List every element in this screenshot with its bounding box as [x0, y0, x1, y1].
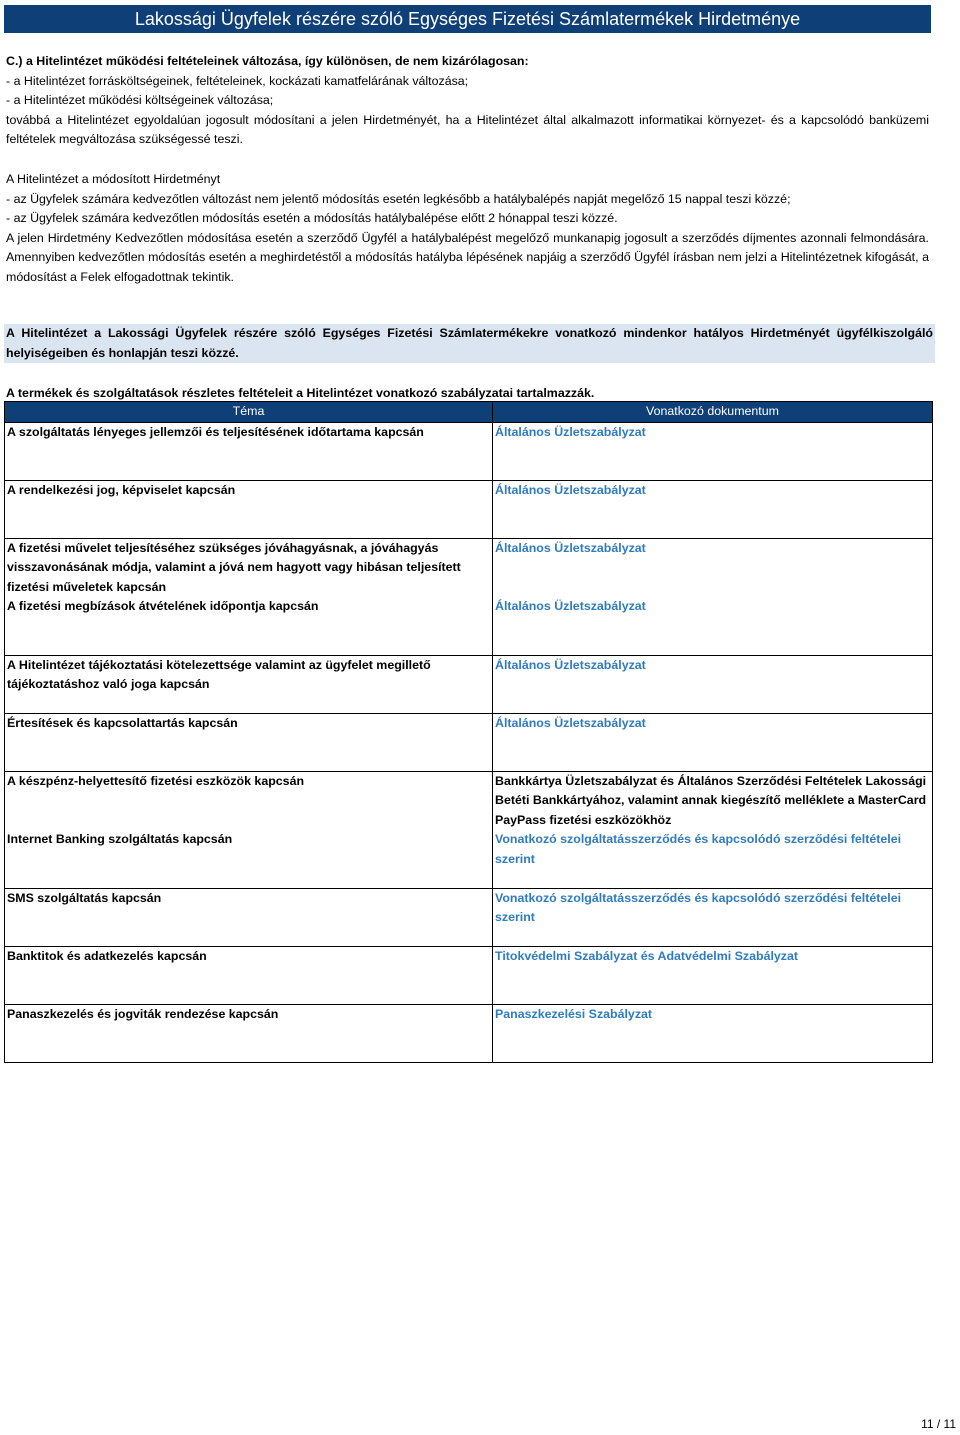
document-link[interactable]: Vonatkozó szolgáltatásszerződés és kapcsolódó szerződési feltételei szerint	[493, 888, 933, 946]
table-row	[5, 713, 933, 771]
modification-line: A jelen Hirdetmény Kedvezőtlen módosítása esetén a szerződő Ügyfél a hatálybalépést megelőző munkanapig jogosult a szerződés díjmentes azonnali felmondására. Amennyiben kedvezőtlen módosítás esetén a meghirdetéstől a módosítás hatályba lépésének napjáig a szerződő Ügyfél írásban nem jelzi a Hitelintézetnek kifogását, a módosítást a Felek elfogadottnak tekintik.	[6, 230, 929, 284]
modification-line: - az Ügyfelek számára kedvezőtlen módosítás esetén a módosítás hatálybalépése előtt 2 hónappal teszi közzé.	[6, 211, 618, 225]
table-row	[5, 771, 933, 830]
document-link[interactable]: Általános Üzletszabályzat	[493, 480, 933, 538]
topic-cell: A rendelkezési jog, képviselet kapcsán	[5, 480, 493, 538]
modification-line: A Hitelintézet a módosított Hirdetményt	[6, 172, 221, 186]
document-link[interactable]: Általános Üzletszabályzat	[493, 713, 933, 771]
topic-cell: A készpénz-helyettesítő fizetési eszközök kapcsán	[5, 771, 493, 830]
header-document: Vonatkozó dokumentum	[493, 402, 933, 423]
section-c-line: továbbá a Hitelintézet egyoldalúan jogosult módosítani a jelen Hirdetményét, ha a Hitelintézet által alkalmazott informatikai környezet- és a kapcsolódó banküzemi feltételek megváltozása szükségessé teszi.	[6, 112, 929, 146]
table-row	[5, 538, 933, 597]
topic-cell: Internet Banking szolgáltatás kapcsán	[5, 830, 493, 888]
table-row	[5, 1004, 933, 1062]
topic-cell: A Hitelintézet tájékoztatási kötelezettsége valamint az ügyfelet megillető tájékoztatáshoz való joga kapcsán	[5, 655, 493, 713]
document-link[interactable]: Általános Üzletszabályzat	[493, 597, 933, 655]
table-row	[5, 888, 933, 946]
table-row	[5, 480, 933, 538]
table-header-row	[5, 402, 933, 423]
document-title: Lakossági Ügyfelek részére szóló Egységes Fizetési Számlatermékek Hirdetménye	[4, 5, 931, 33]
table-row	[5, 422, 933, 480]
header-topic: Téma	[5, 402, 493, 423]
modification-line: - az Ügyfelek számára kedvezőtlen változást nem jelentő módosítás esetén legkésőbb a hatálybalépés napját megelőző 15 nappal teszi közzé;	[6, 191, 791, 206]
document-link[interactable]: Panaszkezelési Szabályzat	[493, 1004, 933, 1062]
topic-cell: SMS szolgáltatás kapcsán	[5, 888, 493, 946]
topic-cell: Panaszkezelés és jogviták rendezése kapcsán	[5, 1004, 493, 1062]
publication-notice: A Hitelintézet a Lakossági Ügyfelek részére szóló Egységes Fizetési Számlatermékekre vonatkozó mindenkor hatályos Hirdetményét ügyfélkiszolgáló helyiségeiben és honlapján teszi közzé.	[4, 324, 935, 363]
section-c	[6, 52, 929, 150]
section-c-heading: C.) a Hitelintézet működési feltételeinek változása, így különösen, de nem kizárólagosan:	[6, 54, 529, 68]
topic-cell: Értesítések és kapcsolattartás kapcsán	[5, 713, 493, 771]
table-row	[5, 946, 933, 1004]
document-link[interactable]: Általános Üzletszabályzat	[493, 655, 933, 713]
topic-cell: Banktitok és adatkezelés kapcsán	[5, 946, 493, 1004]
topic-cell: A fizetési művelet teljesítéséhez szükséges jóváhagyásnak, a jóváhagyás visszavonásának módja, valamint a jóvá nem hagyott vagy hibásan teljesített fizetési műveletek kapcsán	[5, 538, 493, 597]
table-intro: A termékek és szolgáltatások részletes feltételeit a Hitelintézet vonatkozó szabályzatai tartalmazzák.	[6, 386, 595, 400]
section-c-line: - a Hitelintézet működési költségeinek változása;	[6, 93, 274, 107]
document-link[interactable]: Vonatkozó szolgáltatásszerződés és kapcsolódó szerződési feltételei szerint	[493, 830, 933, 888]
section-c-line: - a Hitelintézet forrásköltségeinek, feltételeinek, kockázati kamatfelárának változása;	[6, 73, 469, 88]
page-number: 11 / 11	[921, 1417, 956, 1431]
table-row	[5, 597, 933, 655]
document-link[interactable]: Általános Üzletszabályzat	[493, 422, 933, 480]
document-link[interactable]: Titokvédelmi Szabályzat és Adatvédelmi Szabályzat	[493, 946, 933, 1004]
documents-table	[4, 401, 933, 1063]
topic-cell: A szolgáltatás lényeges jellemzői és teljesítésének időtartama kapcsán	[5, 422, 493, 480]
topic-cell: A fizetési megbízások átvételének időpontja kapcsán	[5, 597, 493, 655]
modification-section	[6, 170, 929, 287]
table-row	[5, 830, 933, 888]
document-link[interactable]: Bankkártya Üzletszabályzat és Általános Szerződési Feltételek Lakossági Betéti Bankkártyához, valamint annak kiegészítő melléklete a MasterCard PayPass fizetési eszközökhöz	[493, 771, 933, 830]
document-link[interactable]: Általános Üzletszabályzat	[493, 538, 933, 597]
table-row	[5, 655, 933, 713]
